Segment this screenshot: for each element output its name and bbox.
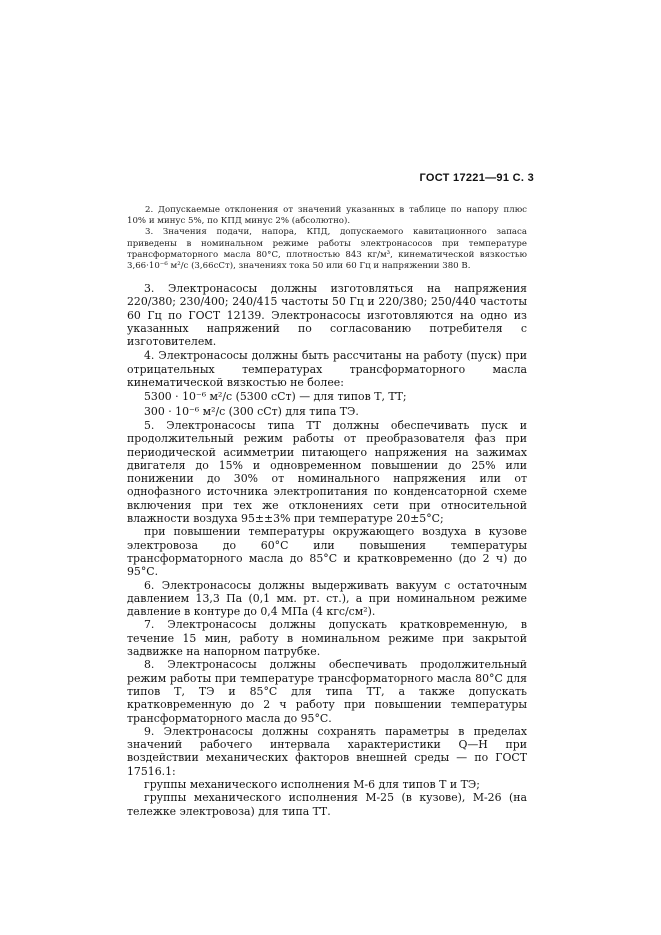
clause-5-continuation: при повышении температуры окружающего воздуха в кузове электровоза до 60°С или повышения температуры трансформаторного масла до 85°С и кратковременно (до 2 ч) до 95°С. (127, 525, 527, 579)
page-header-standard-code: ГОСТ 17221—91 С. 3 (419, 172, 534, 184)
clause-7: 7. Электронасосы должны допускать кратковременную, в течение 15 мин, работу в номинальном режиме при закрытой задвижке на напорном патрубке. (127, 618, 527, 659)
clause-4: 4. Электронасосы должны быть рассчитаны на работу (пуск) при отрицательных температурах трансформаторного масла кинематической вязкостью не более: (127, 349, 527, 390)
clause-9: 9. Электронасосы должны сохранять параметры в пределах значений рабочего интервала характеристики Q—H при воздействии механических факторов внешней среды — по ГОСТ 17516.1: (127, 724, 527, 778)
note-2: 2. Допускаемые отклонения от значений указанных в таблице по напору плюс 10% и минус 5%, по КПД минус 2% (абсолютно). (127, 205, 527, 227)
clause-9-group-m25-m26: группы механического исполнения М-25 (в кузове), М-26 (на тележке электровоза) для типа ТТ. (127, 791, 527, 818)
clause-6: 6. Электронасосы должны выдерживать вакуум с остаточным давлением 13,3 Па (0,1 мм. рт. ст.), а при номинальном режиме давление в контуре до 0,4 МПа (4 кгс/см²). (127, 578, 527, 619)
table-notes (127, 205, 527, 272)
clause-3: 3. Электронасосы должны изготовляться на напряжения 220/380; 230/400; 240/415 частоты 50 Гц и 220/380; 250/440 частоты 60 Гц по ГОСТ 12139. Электронасосы изготовляются на одно из указанных напряжений по согласованию потребителя с изготовителем. (127, 282, 527, 349)
clause-4-viscosity-tt: 5300 · 10⁻⁶ м²/с (5300 сСт) — для типов Т, ТТ; (144, 390, 407, 404)
clause-4-viscosity-te: 300 · 10⁻⁶ м²/с (300 сСт) для типа ТЭ. (144, 404, 359, 418)
clause-8: 8. Электронасосы должны обеспечивать продолжительный режим работы при температуре трансформаторного масла 80°С для типов Т, ТЭ и 85°С для типа ТТ, а также допускать кратковременную до 2 ч работу при повышении температуры трансформаторного масла до 95°С. (127, 658, 527, 725)
main-text (127, 282, 527, 818)
note-3: 3. Значения подачи, напора, КПД, допускаемого кавитационного запаса приведены в номинальном режиме работы электронасосов при температуре трансформаторного масла 80°С, плотностью 843 кг/м³, кинематической вязкостью 3,66·10⁻⁶ м²/с (3,66сСт), значениях тока 50 или 60 Гц и напряжении 380 В. (127, 227, 527, 272)
clause-9-group-m6: группы механического исполнения М-6 для типов Т и ТЭ; (144, 777, 480, 791)
clause-5: 5. Электронасосы типа ТТ должны обеспечивать пуск и продолжительный режим работы от преобразователя фаз при периодической асимметрии питающего напряжения на зажимах двигателя до 15% и одновременном повышении до 25% или понижении до 30% от номинального напряжения или от однофазного источника электропитания по конденсаторной схеме включения при тех же отклонениях сети при относительной влажности воздуха 95±±3% при температуре 20±5°С; (127, 418, 527, 526)
